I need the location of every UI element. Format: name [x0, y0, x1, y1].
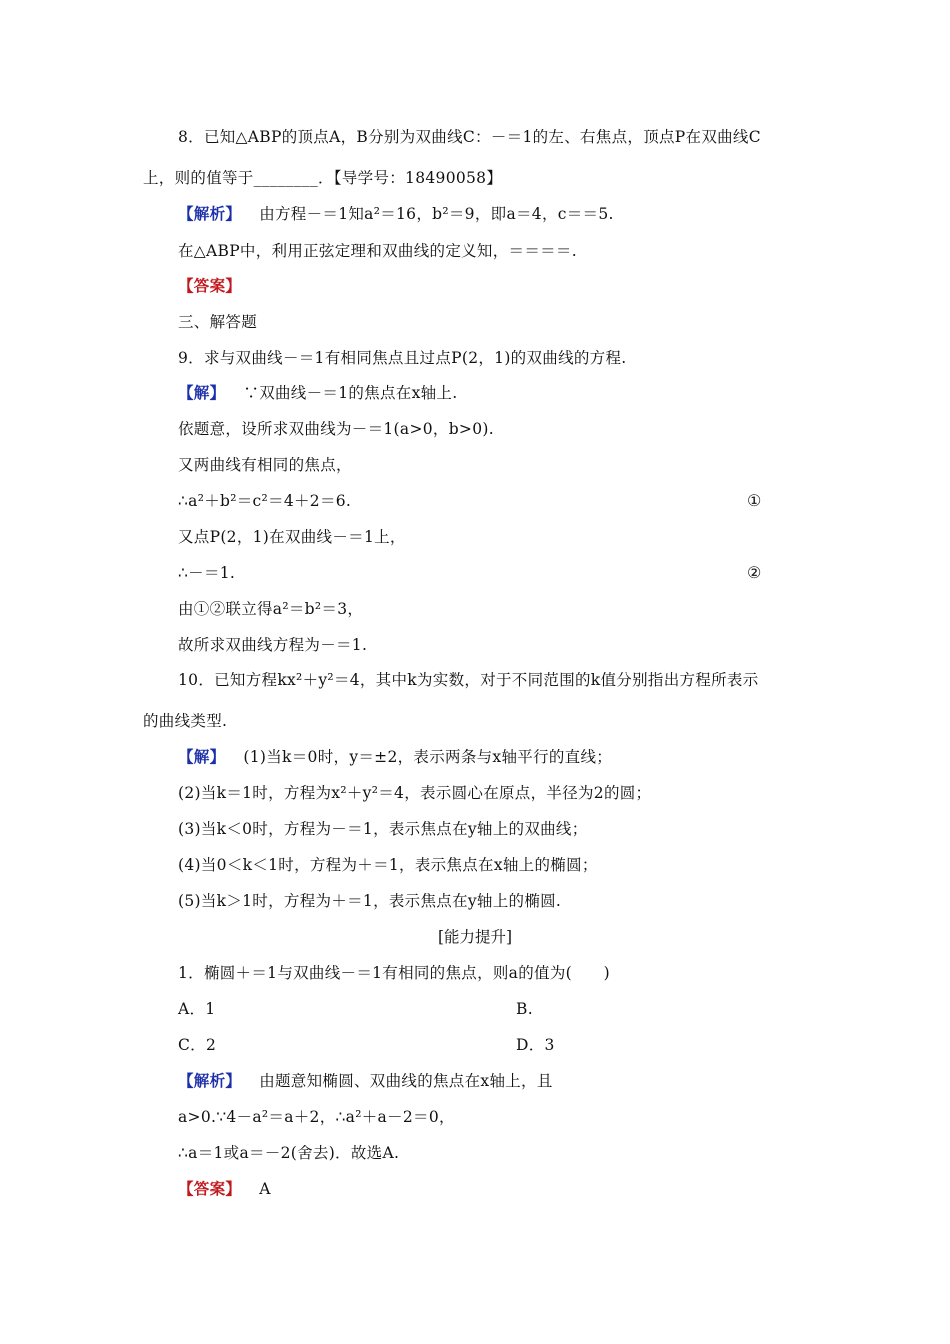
q9-solution-6: ∴－＝1.: [178, 564, 236, 582]
answer-tag: 【答案】: [178, 1179, 242, 1198]
q10-solution-5: (5)当k＞1时，方程为＋＝1，表示焦点在y轴上的椭圆.: [178, 892, 562, 910]
q10-solution-4: (4)当0＜k＜1时，方程为＋＝1，表示焦点在x轴上的椭圆；: [178, 856, 598, 874]
q8-line2: 上，则的值等于________．【导学号：18490058】: [143, 169, 503, 187]
q9-solution-8: 故所求双曲线方程为－＝1.: [178, 636, 368, 654]
section-heading: 三、解答题: [178, 313, 258, 331]
q9-solution-1: [178, 383, 457, 403]
q9-solution-4: ∴a²＋b²＝c²＝4＋2＝6.: [178, 492, 352, 510]
q10-s1-text: (1)当k＝0时，y＝±2，表示两条与x轴平行的直线；: [243, 748, 613, 766]
p1-question: 1．椭圆＋＝1与双曲线－＝1有相同的焦点，则a的值为( ): [178, 964, 610, 982]
p1-answer: [178, 1179, 271, 1199]
analysis-tag: 【解析】: [178, 204, 242, 223]
p1-a1-text: 由题意知椭圆、双曲线的焦点在x轴上，且: [259, 1072, 553, 1090]
q8-line1: 8．已知△ABP的顶点A，B分别为双曲线C：－＝1的左、右焦点，顶点P在双曲线C: [178, 128, 761, 146]
q9-s1-text: ∵双曲线－＝1的焦点在x轴上.: [243, 384, 458, 402]
q8-analysis-2: 在△ABP中，利用正弦定理和双曲线的定义知，＝＝＝＝.: [178, 242, 577, 260]
p1-analysis-3: ∴a＝1或a＝－2(舍去)．故选A.: [178, 1144, 400, 1162]
q9-solution-5: 又点P(2，1)在双曲线－＝1上，: [178, 528, 406, 546]
q9-solution-2: 依题意，设所求双曲线为－＝1(a>0，b>0).: [178, 420, 494, 438]
q9-solution-7: 由①②联立得a²＝b²＝3，: [178, 600, 364, 618]
analysis-tag: 【解析】: [178, 1071, 242, 1090]
q8-analysis-text: 由方程－＝1知a²＝16，b²＝9，即a＝4，c＝＝5.: [259, 205, 614, 223]
q8-answer: [178, 276, 259, 296]
equation-marker-1: ①: [747, 491, 762, 510]
p1-analysis-2: a>0.∵4－a²＝a＋2，∴a²＋a－2＝0，: [178, 1108, 455, 1126]
answer-tag: 【答案】: [178, 276, 242, 295]
q10-solution-3: (3)当k＜0时，方程为－＝1，表示焦点在y轴上的双曲线；: [178, 820, 588, 838]
q8-analysis-1: [178, 204, 614, 224]
solution-tag: 【解】: [178, 383, 226, 402]
q9-solution-3: 又两曲线有相同的焦点，: [178, 456, 352, 474]
solution-tag: 【解】: [178, 747, 226, 766]
q10-line2: 的曲线类型.: [143, 712, 228, 730]
p1-analysis-1: [178, 1071, 553, 1091]
equation-marker-2: ②: [747, 563, 762, 582]
q10-line1: 10．已知方程kx²＋y²＝4，其中k为实数，对于不同范围的k值分别指出方程所表示: [178, 671, 759, 689]
ability-heading: [能力提升]: [437, 928, 513, 946]
q9-question: 9．求与双曲线－＝1有相同焦点且过点P(2，1)的双曲线的方程.: [178, 349, 627, 367]
p1-answer-value: A: [259, 1180, 271, 1198]
p1-option-a: A．1: [178, 1000, 216, 1018]
q10-solution-2: (2)当k＝1时，方程为x²＋y²＝4，表示圆心在原点，半径为2的圆；: [178, 784, 652, 802]
p1-option-d: D．3: [516, 1036, 555, 1054]
q10-solution-1: [178, 747, 612, 767]
p1-option-c: C．2: [178, 1036, 217, 1054]
p1-option-b: B.: [516, 1000, 533, 1018]
